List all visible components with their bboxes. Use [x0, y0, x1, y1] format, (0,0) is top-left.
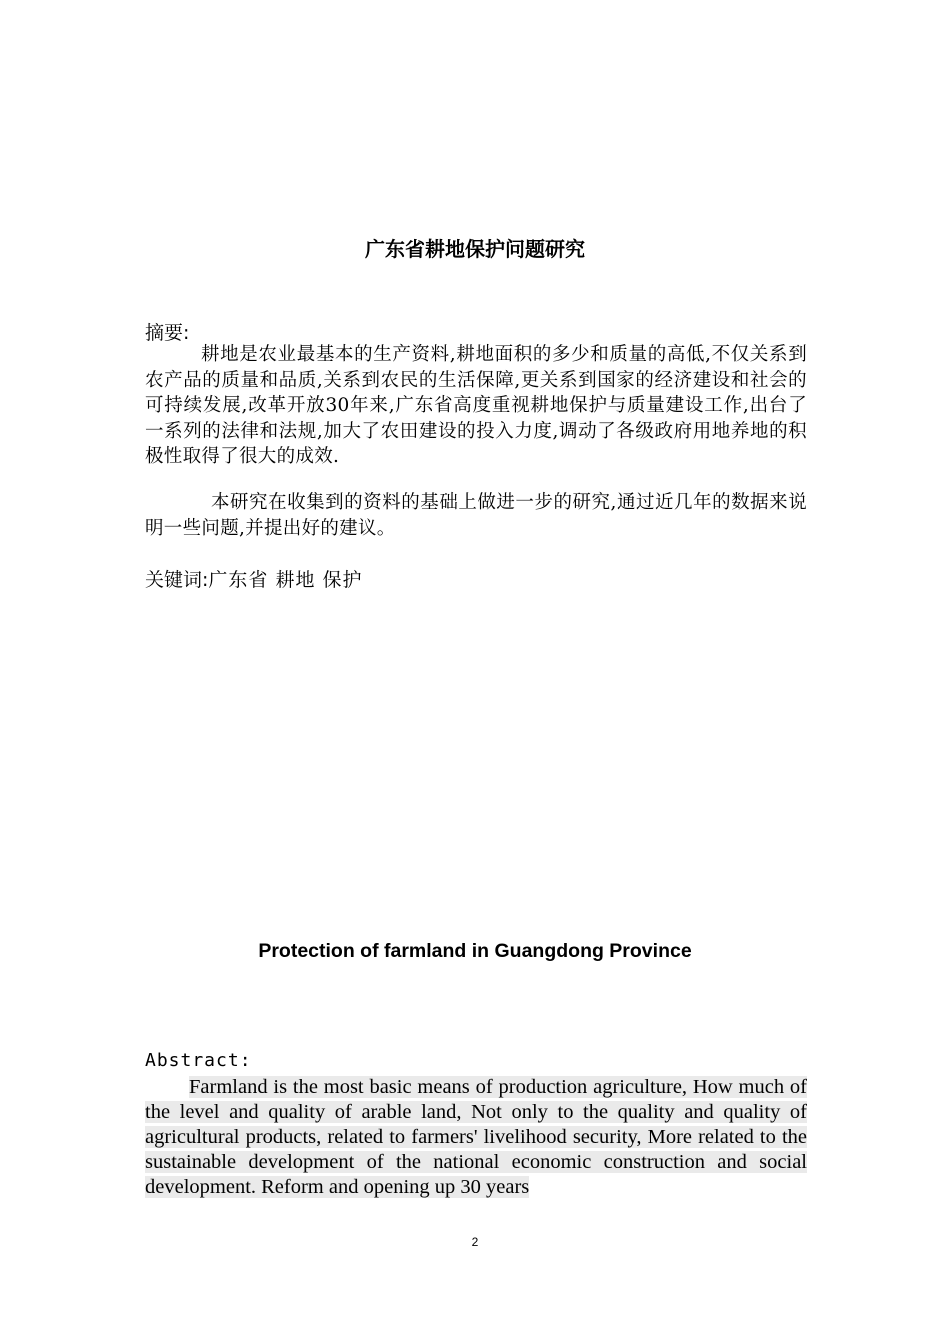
chinese-keywords: [145, 565, 363, 592]
english-abstract-text: Farmland is the most basic means of production agriculture, How much of the level and quality of arable land, Not only to the quality and quality of agricultural products, related to farmers' livelihood security, More related to the sustainable development of the national economic construction and social development. Reform and opening up 30 years: [145, 1076, 807, 1198]
chinese-abstract-paragraph-1: 耕地是农业最基本的生产资料,耕地面积的多少和质量的高低,不仅关系到农产品的质量和品质,关系到农民的生活保障,更关系到国家的经济建设和社会的可持续发展,改革开放30年来,广东省高度重视耕地保护与质量建设工作,出台了一系列的法律和法规,加大了农田建设的投入力度,调动了各级政府用地养地的积极性取得了很大的成效.: [145, 344, 807, 467]
english-title: Protection of farmland in Guangdong Province: [258, 940, 692, 962]
chinese-abstract-paragraph-2: 本研究在收集到的资料的基础上做进一步的研究,通过近几年的数据来说明一些问题,并提出好的建议。: [145, 492, 807, 539]
keywords-value: 广东省 耕地 保护: [208, 569, 363, 591]
english-abstract-paragraph: [145, 1075, 807, 1200]
keywords-label: 关键词:: [145, 569, 209, 591]
english-abstract-label: Abstract:: [145, 1050, 252, 1071]
chinese-abstract-label: 摘要:: [145, 322, 190, 344]
page-number: 2: [471, 1235, 479, 1249]
chinese-title: 广东省耕地保护问题研究: [365, 237, 585, 261]
